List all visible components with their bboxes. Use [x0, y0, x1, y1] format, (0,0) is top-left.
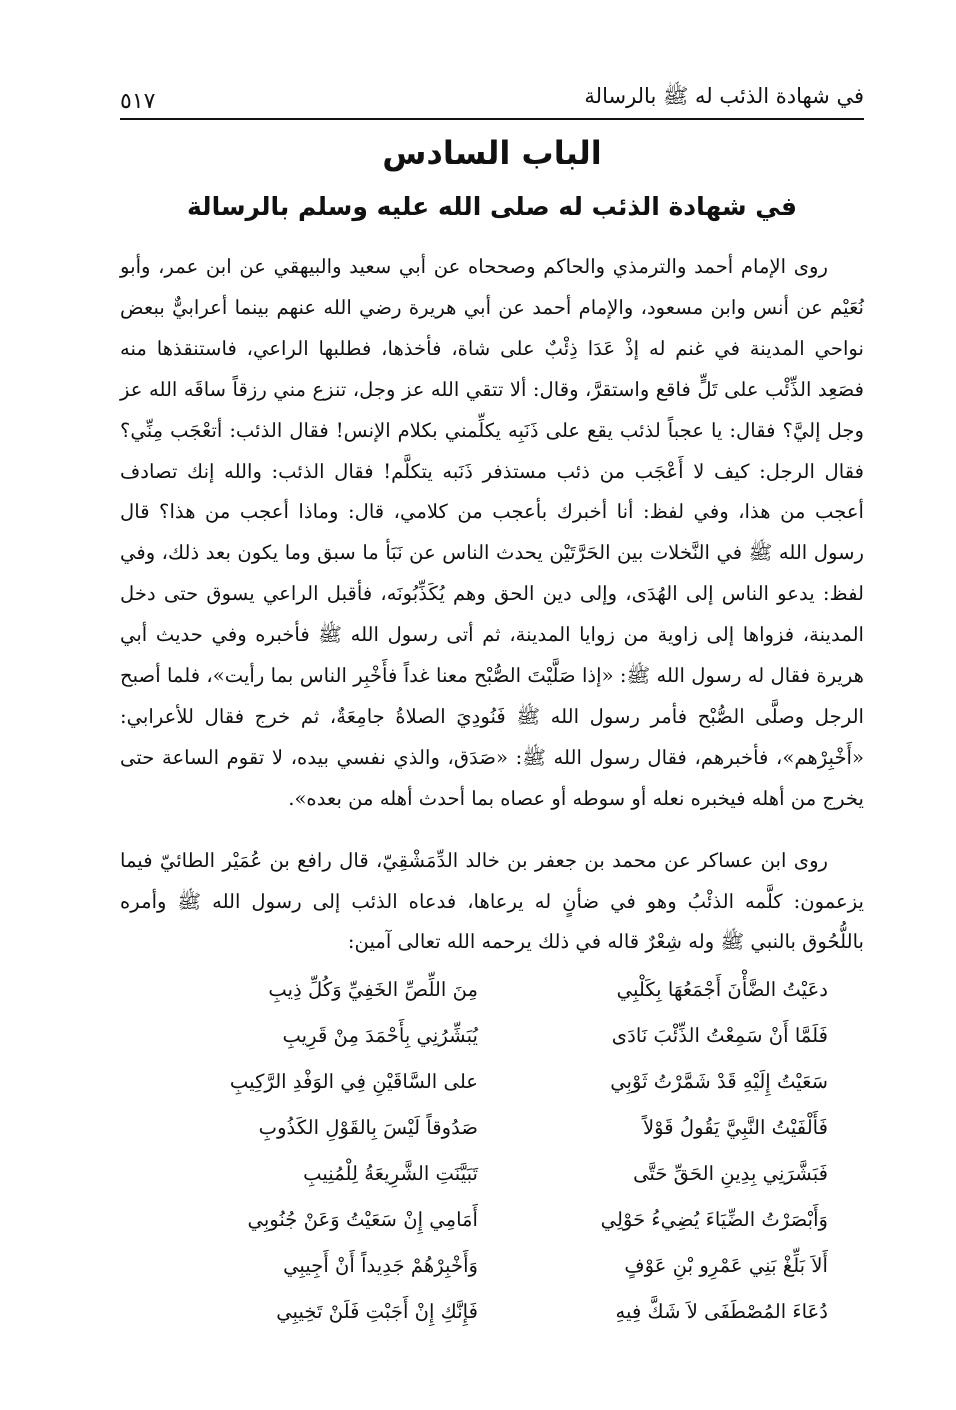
chapter-subtitle: في شهادة الذئب له صلى الله عليه وسلم بالرسالة	[187, 192, 797, 221]
verse-first-hemistich: سَعَيْتُ إِلَيْهِ قَدْ شَمَّرْتُ ثَوْبِي	[610, 1069, 828, 1093]
running-header	[120, 80, 864, 114]
verse-second-hemistich: مِنَ اللِّصِّ الخَفِيِّ وَكُلِّ ذِيبِ	[268, 977, 478, 1001]
poem-verse	[120, 1288, 864, 1334]
paragraph-text: روى ابن عساكر عن محمد بن جعفر بن خالد الدِّمَشْقِيّ، قال رافع بن عُمَيْر الطائيّ فيما يزعمون: كلَّمه الذئْبُ وهو في ضأنٍ له يرعاها، فدعاه الذئب إلى رسول الله ﷺ وأمره باللُّحُوق بالنبي ﷺ وله شِعْرٌ قاله في ذلك يرحمه الله تعالى آمين:	[120, 849, 864, 953]
poem-verse	[120, 1104, 864, 1150]
poem-verse	[120, 966, 864, 1012]
poem-verse	[120, 1012, 864, 1058]
running-title: في شهادة الذئب له ﷺ بالرسالة	[584, 84, 864, 108]
verse-second-hemistich: صَدُوقاً لَيْسَ بِالقَوْلِ الكَذُوبِ	[258, 1115, 478, 1139]
header-rule	[120, 118, 864, 120]
verse-second-hemistich: على السَّاقَيْنِ فِي الوَفْدِ الرَّكِيبِ	[229, 1069, 478, 1093]
verse-second-hemistich: يُبَشِّرُنِي بِأَحْمَدَ مِنْ قَرِيبِ	[282, 1023, 478, 1047]
paragraph	[120, 247, 864, 820]
verse-first-hemistich: فَبَشَّرَنِي بِدِينِ الحَقِّ حَتَّى	[633, 1161, 828, 1185]
poem-verse	[120, 1242, 864, 1288]
poem-verse	[120, 1196, 864, 1242]
verse-first-hemistich: أَلاَ بَلِّغْ بَنِي عَمْرِو بْنِ عَوْفٍ	[624, 1253, 828, 1277]
verse-second-hemistich: أَمَامِي إِنْ سَعَيْتُ وَعَنْ جُنُوبِي	[247, 1207, 478, 1231]
verse-first-hemistich: فَلَمَّا أَنْ سَمِعْتُ الذِّئْبَ نَادَى	[611, 1023, 828, 1047]
verse-first-hemistich: وَأَبْصَرْتُ الضِّيَاءَ يُضِيءُ حَوْلِي	[600, 1207, 828, 1231]
paragraph	[120, 841, 864, 963]
poem	[120, 966, 864, 1334]
paragraph-text: روى الإمام أحمد والترمذي والحاكم وصححاه عن أبي سعيد والبيهقي عن ابن عمر، وأبو نُعَيْم عن أنس وابن مسعود، والإمام أحمد عن أبي هريرة رضي الله عنهم بينما أعرابيٌّ ببعض نواحي المدينة في غنم له إذْ عَدَا ذِئْبٌ على شاة، فأخذها، فطلبها الراعي، فاستنقذها منه فصَعِد الذِّئْب على تَلٍّ فاقع واستقرَّ، وقال: ألا تتقي الله عز وجل، تنزع مني رزقاً ساقَه الله عز وجل إليَّ؟ فقال: يا عجباً لذئب يقع على ذَنَبِه يكلِّمني بكلام الإنس! فقال الذئب: أتعْجَب مِنِّي؟ فقال الرجل: كيف لا أَعْجَب من ذئب مستذفر ذَنَبه يتكلَّم! فقال الذئب: والله إنك تصادف أعجب من هذا، وفي لفظ: أنا أخبرك بأعجب من كلامي، قال: وماذا أعجب من هذا؟ قال رسول الله ﷺ في النَّخلات بين الحَرَّتَيْن يحدث الناس عن نَبَأ ما سبق وما يكون بعد ذلك، وفي لفظ: يدعو الناس إلى الهُدَى، وإلى دين الحق وهم يُكَذِّبُونَه، فأقبل الراعي يسوق حتى دخل المدينة، فزواها إلى زاوية من زوايا المدينة، ثم أتى رسول الله ﷺ فأخبره وفي حديث أبي هريرة فقال له رسول الله ﷺ: «إذا صَلَّيْتَ الصُّبْح معنا غداً فأَخْبِر الناس بما رأيت»، فلما أصبح الرجل وصلَّى الصُّبْح فأمر رسول الله ﷺ فَنُودِيَ الصلاةُ جامِعَةٌ، ثم خرج فقال للأعرابي: «أَخْبِرْهم»، فأخبرهم، فقال رسول الله ﷺ: «صَدَق، والذي نفسي بيده، لا تقوم الساعة حتى يخرج من أهله فيخبره نعله أو سوطه أو عصاه بما أحدث أهله من بعده».	[120, 255, 864, 810]
verse-second-hemistich: تَبَيَّنَتِ الشَّرِيعَةُ لِلْمُنِيبِ	[303, 1161, 478, 1185]
verse-first-hemistich: دُعَاءَ المُصْطَفَى لاَ شَكَّ فِيهِ	[615, 1299, 828, 1323]
verse-second-hemistich: وَأَخْبِرْهُمْ جَدِيداً أَنْ أَجِيبِي	[283, 1253, 478, 1277]
verse-first-hemistich: دعَيْتُ الضَّأْنَ أَجْمَعُهَا بِكَلْبِي	[616, 977, 828, 1001]
poem-verse	[120, 1150, 864, 1196]
verse-second-hemistich: فَإِنَّكِ إِنْ أَجَبْتِ فَلَنْ تَخِيبِي	[276, 1299, 478, 1323]
chapter-title: الباب السادس	[382, 134, 602, 172]
page-number: ٥١٧	[120, 89, 156, 114]
verse-first-hemistich: فَأَلْفَيْتُ النَّبِيَّ يَقُولُ قَوْلاً	[642, 1115, 828, 1139]
poem-verse	[120, 1058, 864, 1104]
